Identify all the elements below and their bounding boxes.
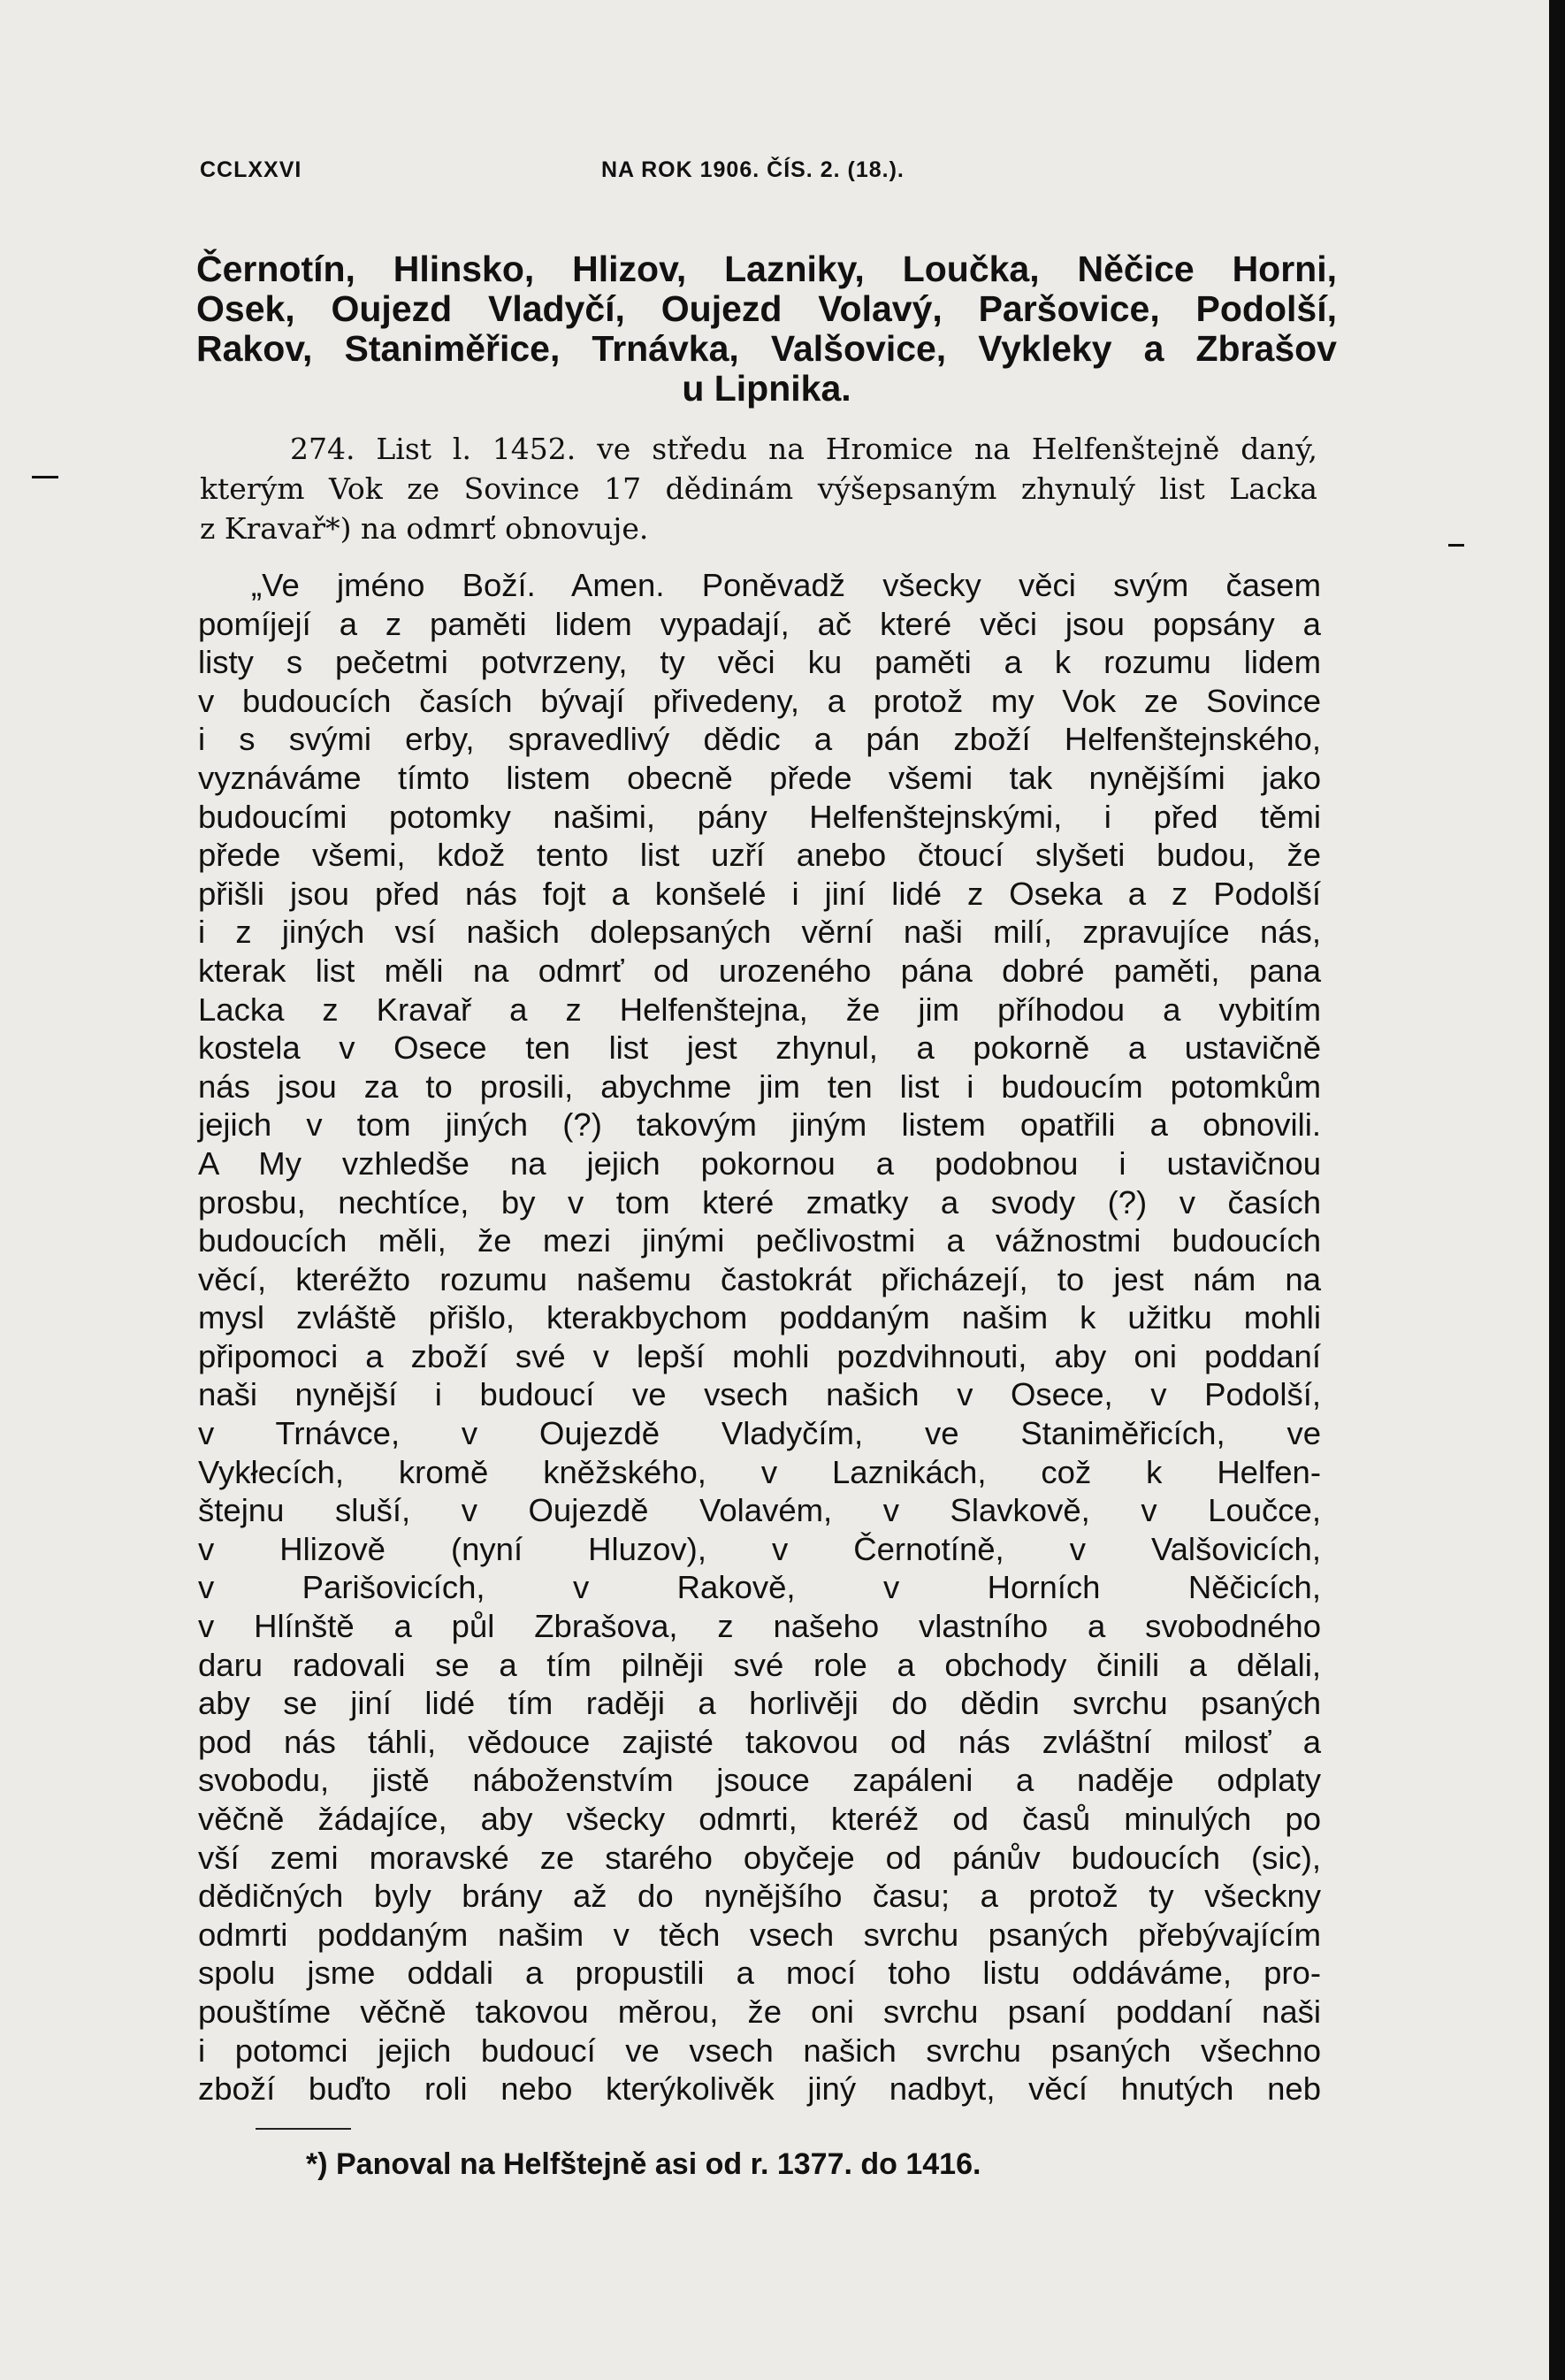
page-folio: CCLXXVI	[200, 157, 302, 182]
running-head	[200, 157, 1349, 193]
text-line: kterak list měli na odmrť od urozeného pána dobré paměti, pana	[198, 952, 1321, 989]
heading-line: Černotín, Hlinsko, Hlizov, Lazniky, Loučka, Něčice Horni,	[196, 249, 1337, 289]
text-line: pouštíme věčně takovou měrou, že oni svrchu psaní poddaní naši	[198, 1993, 1321, 2030]
text-line: v Hlínště a půl Zbrašova, z našeho vlastního a svobodného	[198, 1608, 1321, 1645]
text-line: „Ve jméno Boží. Amen. Poněvadž všecky věci svým časem	[251, 567, 1321, 603]
text-line: daru radovali se a tím pilněji své role a obchody činili a dělali,	[198, 1646, 1321, 1683]
text-line: věcí, kteréžto rozumu našemu častokrát přicházejí, to jest nám na	[198, 1260, 1321, 1297]
text-line: zboží buďto roli nebo kterýkolivěk jiný nadbyt, věcí hnutých neb	[198, 2070, 1321, 2108]
text-line: Lacka z Kravař a z Helfenštejna, že jim příhodou a vybitím	[198, 991, 1321, 1028]
footnote-divider	[256, 2128, 351, 2130]
text-line: nás jsou za to prosili, abychme jim ten list i budoucím potomkům	[198, 1068, 1321, 1105]
text-line: připomoci a zboží své v lepší mohli pozdvihnouti, aby oni poddaní	[198, 1337, 1321, 1374]
text-line: pod nás táhli, vědouce zajisté takovou od nás zvláštní milosť a	[198, 1723, 1321, 1760]
regest-line: kterým Vok ze Sovince 17 dědinám výšepsaným zhynulý list Lacka	[200, 471, 1317, 506]
text-line: v budoucích časích bývají přivedeny, a protož my Vok ze Sovince	[198, 682, 1321, 719]
text-line: listy s pečetmi potvrzeny, ty věci ku paměti a k rozumu lidem	[198, 644, 1321, 681]
text-line: mysl zvláště přišlo, kterakbychom poddaným našim k užitku mohli	[198, 1299, 1321, 1336]
heading-line: Rakov, Staniměřice, Trnávka, Valšovice, Vykleky a Zbrašov	[196, 328, 1337, 369]
text-line: přede všemi, kdož tento list uzří anebo čtoucí slyšeti budou, že	[198, 837, 1321, 874]
text-line: pomíjejí a z paměti lidem vypadají, ač které věci jsou popsány a	[198, 605, 1321, 642]
text-line: v Parišovicích, v Rakově, v Horních Něčicích,	[198, 1569, 1321, 1606]
regest-line: 274. List l. 1452. ve středu na Hromice na Helfenštejně daný,	[290, 432, 1317, 466]
charter-text	[198, 566, 1321, 2108]
text-line: i z jiných vsí našich dolepsaných věrní naši milí, zpravujíce nás,	[198, 914, 1321, 951]
text-line: svobodu, jistě náboženstvím jsouce zapáleni a naděje odplaty	[198, 1762, 1321, 1799]
text-line: dědičných byly brány až do nynějšího času; a protož ty všeckny	[198, 1878, 1321, 1915]
text-line: budoucích měli, že mezi jinými pečlivostmi a vážnostmi budoucích	[198, 1222, 1321, 1259]
text-line: odmrti poddaným našim v těch vsech svrchu psaných přebývajícím	[198, 1916, 1321, 1953]
footnote: *) Panoval na Helfštejně asi od r. 1377. do 1416.	[306, 2147, 981, 2181]
heading-line: Osek, Oujezd Vladyčí, Oujezd Volavý, Paršovice, Podolší,	[196, 288, 1337, 329]
section-heading	[196, 249, 1337, 409]
text-line: prosbu, nechtíce, by v tom které zmatky a svody (?) v časích	[198, 1183, 1321, 1221]
text-line: i potomci jejich budoucí ve vsech našich svrchu psaných všechno	[198, 2032, 1321, 2069]
text-line: vyznáváme tímto listem obecně přede všemi tak nynějšími jako	[198, 759, 1321, 796]
text-line: vší zemi moravské ze starého obyčeje od pánův budoucích (sic),	[198, 1839, 1321, 1876]
text-line: štejnu sluší, v Oujezdě Volavém, v Slavkově, v Loučce,	[198, 1492, 1321, 1529]
text-line: kostela v Osece ten list jest zhynul, a pokorně a ustavičně	[198, 1029, 1321, 1067]
text-line: přišli jsou před nás fojt a konšelé i jiní lidé z Oseka a z Podolší	[198, 875, 1321, 912]
text-line: věčně žádajíce, aby všecky odmrti, kteréž od časů minulých po	[198, 1801, 1321, 1837]
text-line: v Hlizově (nyní Hluzov), v Černotíně, v Valšovicích,	[198, 1530, 1321, 1567]
margin-mark	[1448, 544, 1464, 547]
text-line: aby se jiní lidé tím raději a horlivěji do dědin svrchu psaných	[198, 1685, 1321, 1722]
text-line: i s svými erby, spravedlivý dědic a pán zboží Helfenštejnského,	[198, 721, 1321, 758]
text-line: jejich v tom jiných (?) takovým jiným listem opatřili a obnovili.	[198, 1106, 1321, 1144]
text-line: budoucími potomky našimi, pány Helfenštejnskými, i před těmi	[198, 798, 1321, 835]
margin-mark	[32, 476, 58, 478]
text-line: v Trnávce, v Oujezdě Vladyčím, ve Staniměřicích, ve	[198, 1415, 1321, 1452]
scan-edge	[1549, 0, 1565, 2380]
regest-line: z Kravař*) na odmrť obnovuje.	[200, 511, 649, 546]
text-line: Vykłecích, kromě kněžského, v Laznikách, což k Helfen-	[198, 1453, 1321, 1490]
text-line: A My vzhledše na jejich pokornou a podobnou i ustavičnou	[198, 1144, 1321, 1182]
running-head-title: NA ROK 1906. ČÍS. 2. (18.).	[601, 157, 905, 182]
text-line: spolu jsme oddali a propustili a mocí toho listu oddáváme, pro-	[198, 1955, 1321, 1992]
document-regest	[200, 429, 1317, 548]
text-line: naši nynější i budoucí ve vsech našich v Osece, v Podolší,	[198, 1376, 1321, 1413]
heading-line: u Lipnika.	[682, 368, 851, 409]
